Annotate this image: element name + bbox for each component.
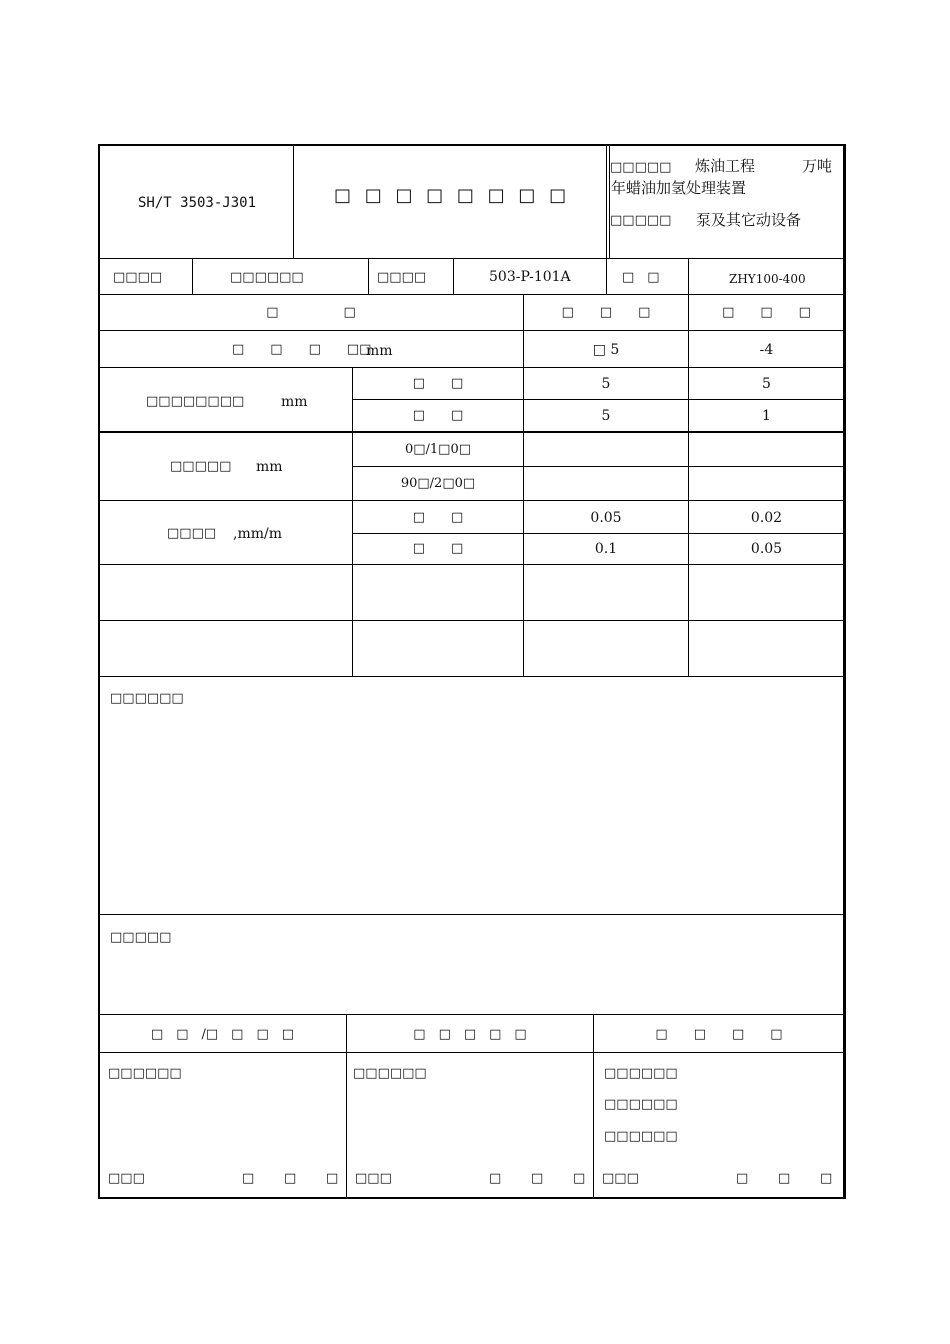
info-value-1: □□□□□□: [230, 270, 304, 285]
project-line2: 年蜡油加氢处理装置: [611, 179, 747, 197]
r4-sub2: □ □: [412, 541, 464, 556]
info-label-1: □□□□: [113, 270, 163, 285]
r1-label: □ □ □ □□: [232, 342, 372, 357]
col-header-item: □ □: [266, 305, 356, 320]
r3-label: □□□□□: [170, 459, 232, 474]
unit-value: 泵及其它动设备: [696, 211, 802, 229]
r1-allowed: □ 5: [592, 342, 620, 358]
sig-col1-header: □ □ /□ □ □ □: [150, 1027, 295, 1042]
r1-unit: mm: [366, 343, 393, 359]
r2-sub2-measured: 1: [762, 408, 771, 424]
r4-sub2-measured: 0.05: [750, 541, 783, 557]
r4-unit: ,mm/m: [233, 526, 282, 542]
r3-unit: mm: [256, 459, 283, 475]
r2-sub2-allowed: 5: [601, 408, 611, 424]
sig-col3-year: □: [736, 1171, 749, 1186]
sig-col2-date-label: □□□: [355, 1171, 392, 1186]
form-title: □ □ □ □ □ □ □ □: [334, 185, 571, 206]
r2-sub1-measured: 5: [762, 376, 771, 392]
sig-col3-day: □: [820, 1171, 833, 1186]
sig-col1-day: □: [326, 1171, 339, 1186]
r3-sub2: 90□/2□0□: [400, 476, 476, 491]
r2-label: □□□□□□□□: [146, 394, 245, 409]
col-header-measured: □ □ □: [722, 305, 811, 320]
r2-sub1-allowed: 5: [601, 376, 611, 392]
remarks-label: □□□□□□: [110, 691, 184, 706]
sig-col1-line1: □□□□□□: [108, 1066, 182, 1081]
r3-sub1: 0□/1□0□: [404, 442, 472, 457]
project-value: 炼油工程: [695, 157, 756, 175]
r1-measured: -4: [759, 342, 774, 358]
sig-col1-month: □: [284, 1171, 297, 1186]
sig-col3-line3: □□□□□□: [604, 1129, 678, 1144]
sig-col3-date-label: □□□: [602, 1171, 639, 1186]
sig-col2-header: □ □ □ □ □: [413, 1027, 527, 1042]
project-label: □□□□□: [610, 160, 672, 175]
col-header-allowed: □ □ □: [561, 305, 651, 320]
r4-sub2-allowed: 0.1: [594, 541, 618, 557]
sig-col3-header: □ □ □ □: [655, 1027, 783, 1042]
standard-code: SH/T 3503-J301: [138, 195, 257, 211]
conclusion-label: □□□□□: [110, 930, 172, 945]
equipment-number: 503-P-101A: [489, 269, 571, 285]
sig-col2-year: □: [489, 1171, 502, 1186]
r4-sub1-allowed: 0.05: [590, 510, 622, 526]
sig-col3-line2: □□□□□□: [604, 1097, 678, 1112]
r4-label: □□□□: [167, 526, 217, 541]
r2-unit: mm: [281, 394, 308, 410]
project-suffix: 万吨: [802, 157, 833, 175]
r2-sub1: □ □: [412, 376, 464, 391]
sig-col1-year: □: [242, 1171, 255, 1186]
sig-col3-line1: □□□□□□: [604, 1066, 678, 1081]
info-label-2: □□□□: [377, 270, 427, 285]
r2-sub2: □ □: [412, 408, 464, 423]
model-number: ZHY100-400: [729, 272, 806, 286]
sig-col2-month: □: [531, 1171, 544, 1186]
sig-col2-line1: □□□□□□: [353, 1066, 427, 1081]
sig-col3-month: □: [778, 1171, 791, 1186]
sig-col1-date-label: □□□: [108, 1171, 145, 1186]
r4-sub1-measured: 0.02: [750, 510, 783, 526]
r4-sub1: □ □: [412, 510, 464, 525]
unit-label: □□□□□: [610, 213, 672, 228]
info-label-3: □ □: [622, 270, 660, 285]
sig-col2-day: □: [573, 1171, 586, 1186]
